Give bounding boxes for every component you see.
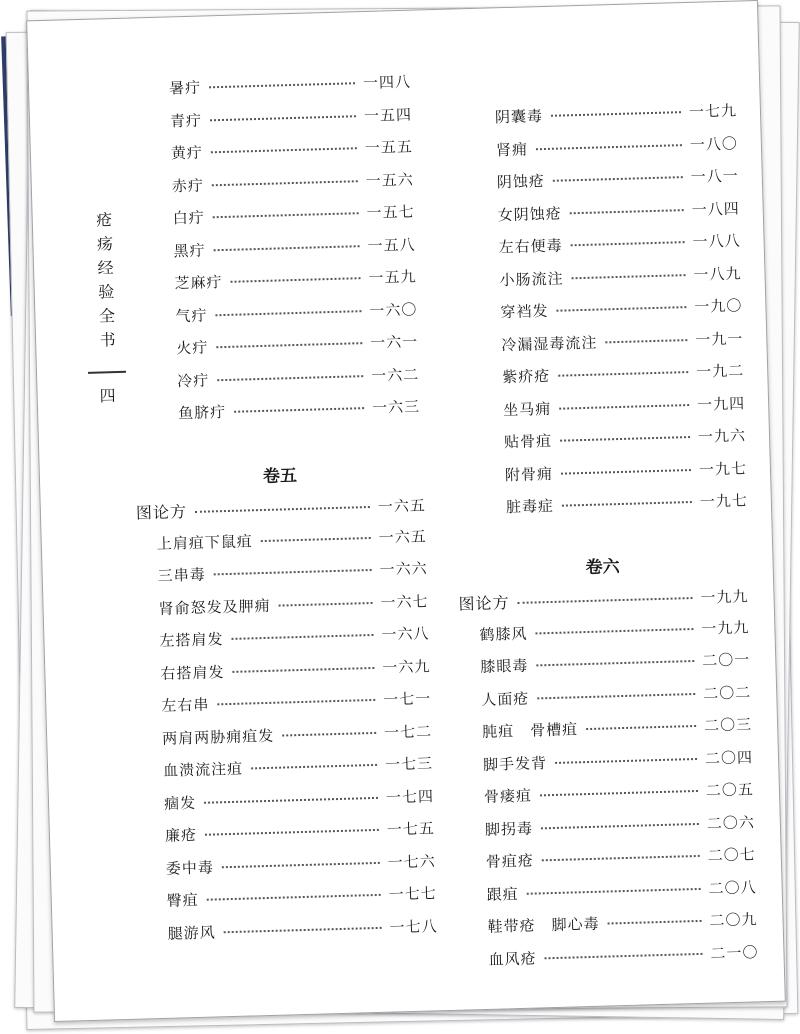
dot-leader [540, 790, 698, 796]
dot-leader [537, 692, 695, 698]
entry-title: 小肠流注 [499, 269, 564, 289]
dot-leader [224, 926, 382, 932]
dot-leader [234, 407, 364, 413]
entry-page-number: 一九七 [699, 491, 749, 511]
entry-page-number: 一六二 [370, 365, 420, 385]
entry-title: 两肩两胁痈疽发 [162, 726, 275, 748]
entry-title: 白疔 [172, 208, 205, 228]
dot-leader [207, 894, 381, 901]
entry-title: 阴蚀疮 [496, 171, 546, 192]
dot-leader [209, 82, 355, 88]
entry-page-number: 一六六 [379, 559, 428, 579]
dot-leader [205, 829, 379, 836]
entry-page-number: 一五七 [366, 202, 415, 222]
page-number: 四 [99, 386, 116, 406]
entry-page-number: 一五五 [364, 137, 414, 158]
dot-leader [195, 506, 370, 513]
entry-page-number: 一七二 [383, 721, 433, 742]
entry-page-number: 一七九 [688, 101, 738, 121]
dot-leader [212, 180, 358, 186]
entry-page-number: 一九〇 [694, 296, 743, 316]
entry-title: 骨疽疮 [485, 851, 535, 871]
dot-leader [586, 725, 696, 730]
toc-column-continued-right [475, 100, 749, 530]
entry-page-number: 一六九 [382, 656, 431, 677]
dot-leader [571, 241, 685, 246]
dot-leader [279, 601, 373, 606]
dot-leader [536, 660, 694, 666]
entry-title: 鞋带疮 脚心毒 [487, 914, 600, 936]
dot-leader [211, 147, 357, 153]
entry-page-number: 一八〇 [689, 134, 739, 154]
entry-page-number: 一七六 [387, 851, 437, 872]
entry-page-number: 一九一 [695, 329, 744, 349]
toc-volume-6 [457, 547, 759, 981]
entry-page-number: 一六〇 [369, 300, 418, 320]
dot-leader [605, 339, 687, 343]
entry-title: 阴囊毒 [494, 107, 544, 127]
dot-leader [535, 628, 693, 634]
entry-page-number: 一八四 [691, 199, 740, 219]
entry-title: 坐马痈 [502, 399, 552, 419]
toc-entry [158, 396, 421, 436]
entry-page-number: 二一〇 [710, 942, 759, 963]
entry-title: 黄疔 [170, 143, 204, 163]
entry-page-number: 二〇七 [707, 845, 756, 865]
book-title: 疮疡经验全书 [93, 211, 117, 356]
entry-page-number: 一九七 [698, 458, 748, 479]
entry-title: 黑疔 [173, 240, 206, 260]
entry-title: 脚手发背 [482, 753, 548, 774]
entry-title: 人面疮 [481, 689, 530, 709]
entry-title: 赤疔 [171, 176, 205, 195]
entry-title: 紫疥疮 [502, 366, 551, 387]
dot-leader [231, 634, 373, 640]
entry-page-number: 二〇三 [703, 715, 753, 735]
entry-title: 芝麻疔 [174, 273, 223, 293]
entry-title: 左右便毒 [498, 236, 563, 257]
dot-leader [217, 375, 363, 381]
toc-entry [486, 489, 749, 529]
entry-page-number: 一九九 [701, 617, 750, 638]
entry-page-number: 一九九 [700, 587, 749, 607]
entry-title: 火疔 [176, 338, 209, 358]
dot-leader [536, 144, 682, 150]
toc-column-continued-left [149, 71, 421, 436]
toc-entry [147, 915, 438, 956]
dot-leader [553, 176, 683, 182]
toc-list [458, 583, 759, 981]
entry-title: 骨瘘疽 [483, 786, 533, 806]
entry-page-number: 一四八 [362, 72, 412, 93]
entry-title: 委中毒 [165, 858, 215, 878]
dot-leader [551, 111, 681, 117]
entry-page-number: 一九四 [696, 393, 746, 414]
entry-title: 图论方 [458, 593, 510, 614]
entry-page-number: 二〇八 [708, 877, 757, 898]
volume-heading: 卷五 [262, 466, 298, 487]
entry-page-number: 二〇九 [709, 910, 758, 930]
entry-title: 痼发 [163, 793, 197, 813]
toc-entry [468, 941, 759, 982]
dot-leader [222, 861, 380, 867]
entry-page-number: 二〇二 [702, 682, 752, 703]
header-rule [88, 371, 126, 374]
entry-title: 贴骨疽 [503, 431, 553, 452]
entry-title: 肫疽 骨槽疽 [481, 720, 579, 741]
dot-leader [204, 796, 378, 803]
entry-page-number: 一六八 [381, 624, 430, 644]
entry-page-number: 一六一 [370, 332, 419, 352]
entry-title: 血溃流注疽 [162, 759, 244, 780]
dot-leader [210, 115, 356, 121]
entry-page-number: 二〇四 [704, 747, 754, 768]
dot-leader [541, 822, 699, 828]
entry-title: 冷疔 [177, 370, 210, 390]
dot-leader [215, 310, 361, 316]
entry-title: 跟疽 [486, 884, 519, 904]
dot-leader [217, 699, 375, 705]
entry-page-number: 二〇五 [705, 780, 755, 800]
dot-leader [251, 764, 377, 770]
dot-leader [608, 920, 702, 925]
entry-page-number: 二〇六 [706, 812, 756, 833]
entry-title: 血风疮 [488, 949, 537, 969]
entry-page-number: 一六三 [371, 397, 421, 417]
dot-leader [560, 436, 690, 442]
volume-heading: 卷六 [585, 557, 620, 579]
entry-title: 三串毒 [157, 565, 206, 585]
entry-page-number: 一七一 [382, 689, 432, 709]
entry-page-number: 一七四 [385, 786, 435, 807]
dot-leader [545, 952, 703, 958]
entry-title: 膝眼毒 [480, 656, 529, 676]
entry-title: 右搭肩发 [160, 662, 225, 683]
dot-leader [518, 597, 693, 604]
entry-title: 廉疮 [164, 825, 198, 845]
dot-leader [558, 371, 688, 377]
dot-leader [282, 731, 376, 736]
entry-title: 臀疽 [166, 890, 200, 910]
entry-title: 上肩疽下鼠疽 [156, 531, 254, 553]
entry-page-number: 一七三 [384, 754, 434, 774]
entry-title: 肾痈 [495, 139, 529, 159]
entry-page-number: 二〇一 [702, 650, 751, 670]
entry-page-number: 一五九 [368, 267, 417, 287]
entry-page-number: 一五六 [365, 170, 414, 190]
entry-title: 青疔 [169, 111, 203, 130]
dot-leader [556, 306, 686, 312]
entry-title: 附骨痈 [504, 464, 554, 484]
entry-page-number: 一六五 [377, 496, 427, 516]
entry-title: 左搭肩发 [159, 630, 224, 650]
dot-leader [572, 274, 686, 279]
entry-page-number: 一九六 [697, 426, 747, 446]
entry-title: 气疔 [175, 305, 208, 325]
dot-leader [216, 342, 362, 348]
dot-leader [213, 212, 359, 218]
dot-leader [555, 757, 697, 763]
entry-page-number: 一八一 [690, 166, 740, 186]
entry-title: 穿裆发 [500, 301, 549, 322]
entry-title: 图论方 [135, 502, 188, 523]
entry-page-number: 一九二 [695, 361, 745, 381]
dot-leader [527, 887, 701, 894]
toc-volume-5 [135, 456, 439, 955]
dot-leader [231, 277, 361, 283]
dot-leader [562, 501, 692, 507]
entry-title: 脚拐毒 [484, 819, 534, 839]
entry-title: 肾俞怒发及胛痈 [158, 596, 271, 618]
entry-page-number: 一八九 [693, 264, 742, 284]
dot-leader [214, 245, 360, 251]
entry-page-number: 一八八 [692, 231, 741, 251]
entry-page-number: 一七八 [389, 916, 438, 937]
entry-page-number: 一六七 [380, 591, 429, 612]
entry-title: 暑疔 [168, 78, 202, 98]
entry-title: 冷漏湿毒流注 [501, 333, 598, 354]
entry-page-number: 一五四 [363, 105, 413, 125]
entry-page-number: 一七五 [386, 819, 436, 839]
dot-leader [232, 666, 374, 672]
dot-leader [570, 209, 684, 214]
dot-leader [542, 855, 700, 861]
dot-leader [261, 536, 371, 541]
entry-page-number: 一六五 [378, 526, 427, 547]
dot-leader [561, 469, 691, 475]
entry-title: 脏毒症 [505, 496, 555, 517]
entry-title: 女阴蚀疮 [497, 204, 563, 224]
entry-title: 左右串 [161, 695, 210, 715]
dot-leader [559, 404, 689, 410]
entry-title: 鹤膝风 [479, 624, 528, 644]
dot-leader [214, 569, 372, 575]
entry-title: 腿游风 [167, 922, 216, 943]
toc-page [26, 0, 786, 1022]
running-header [85, 211, 126, 407]
entry-page-number: 一七七 [388, 884, 437, 904]
entry-page-number: 一五八 [367, 235, 416, 255]
toc-list [136, 492, 439, 955]
entry-title: 鱼脐疔 [177, 402, 227, 423]
